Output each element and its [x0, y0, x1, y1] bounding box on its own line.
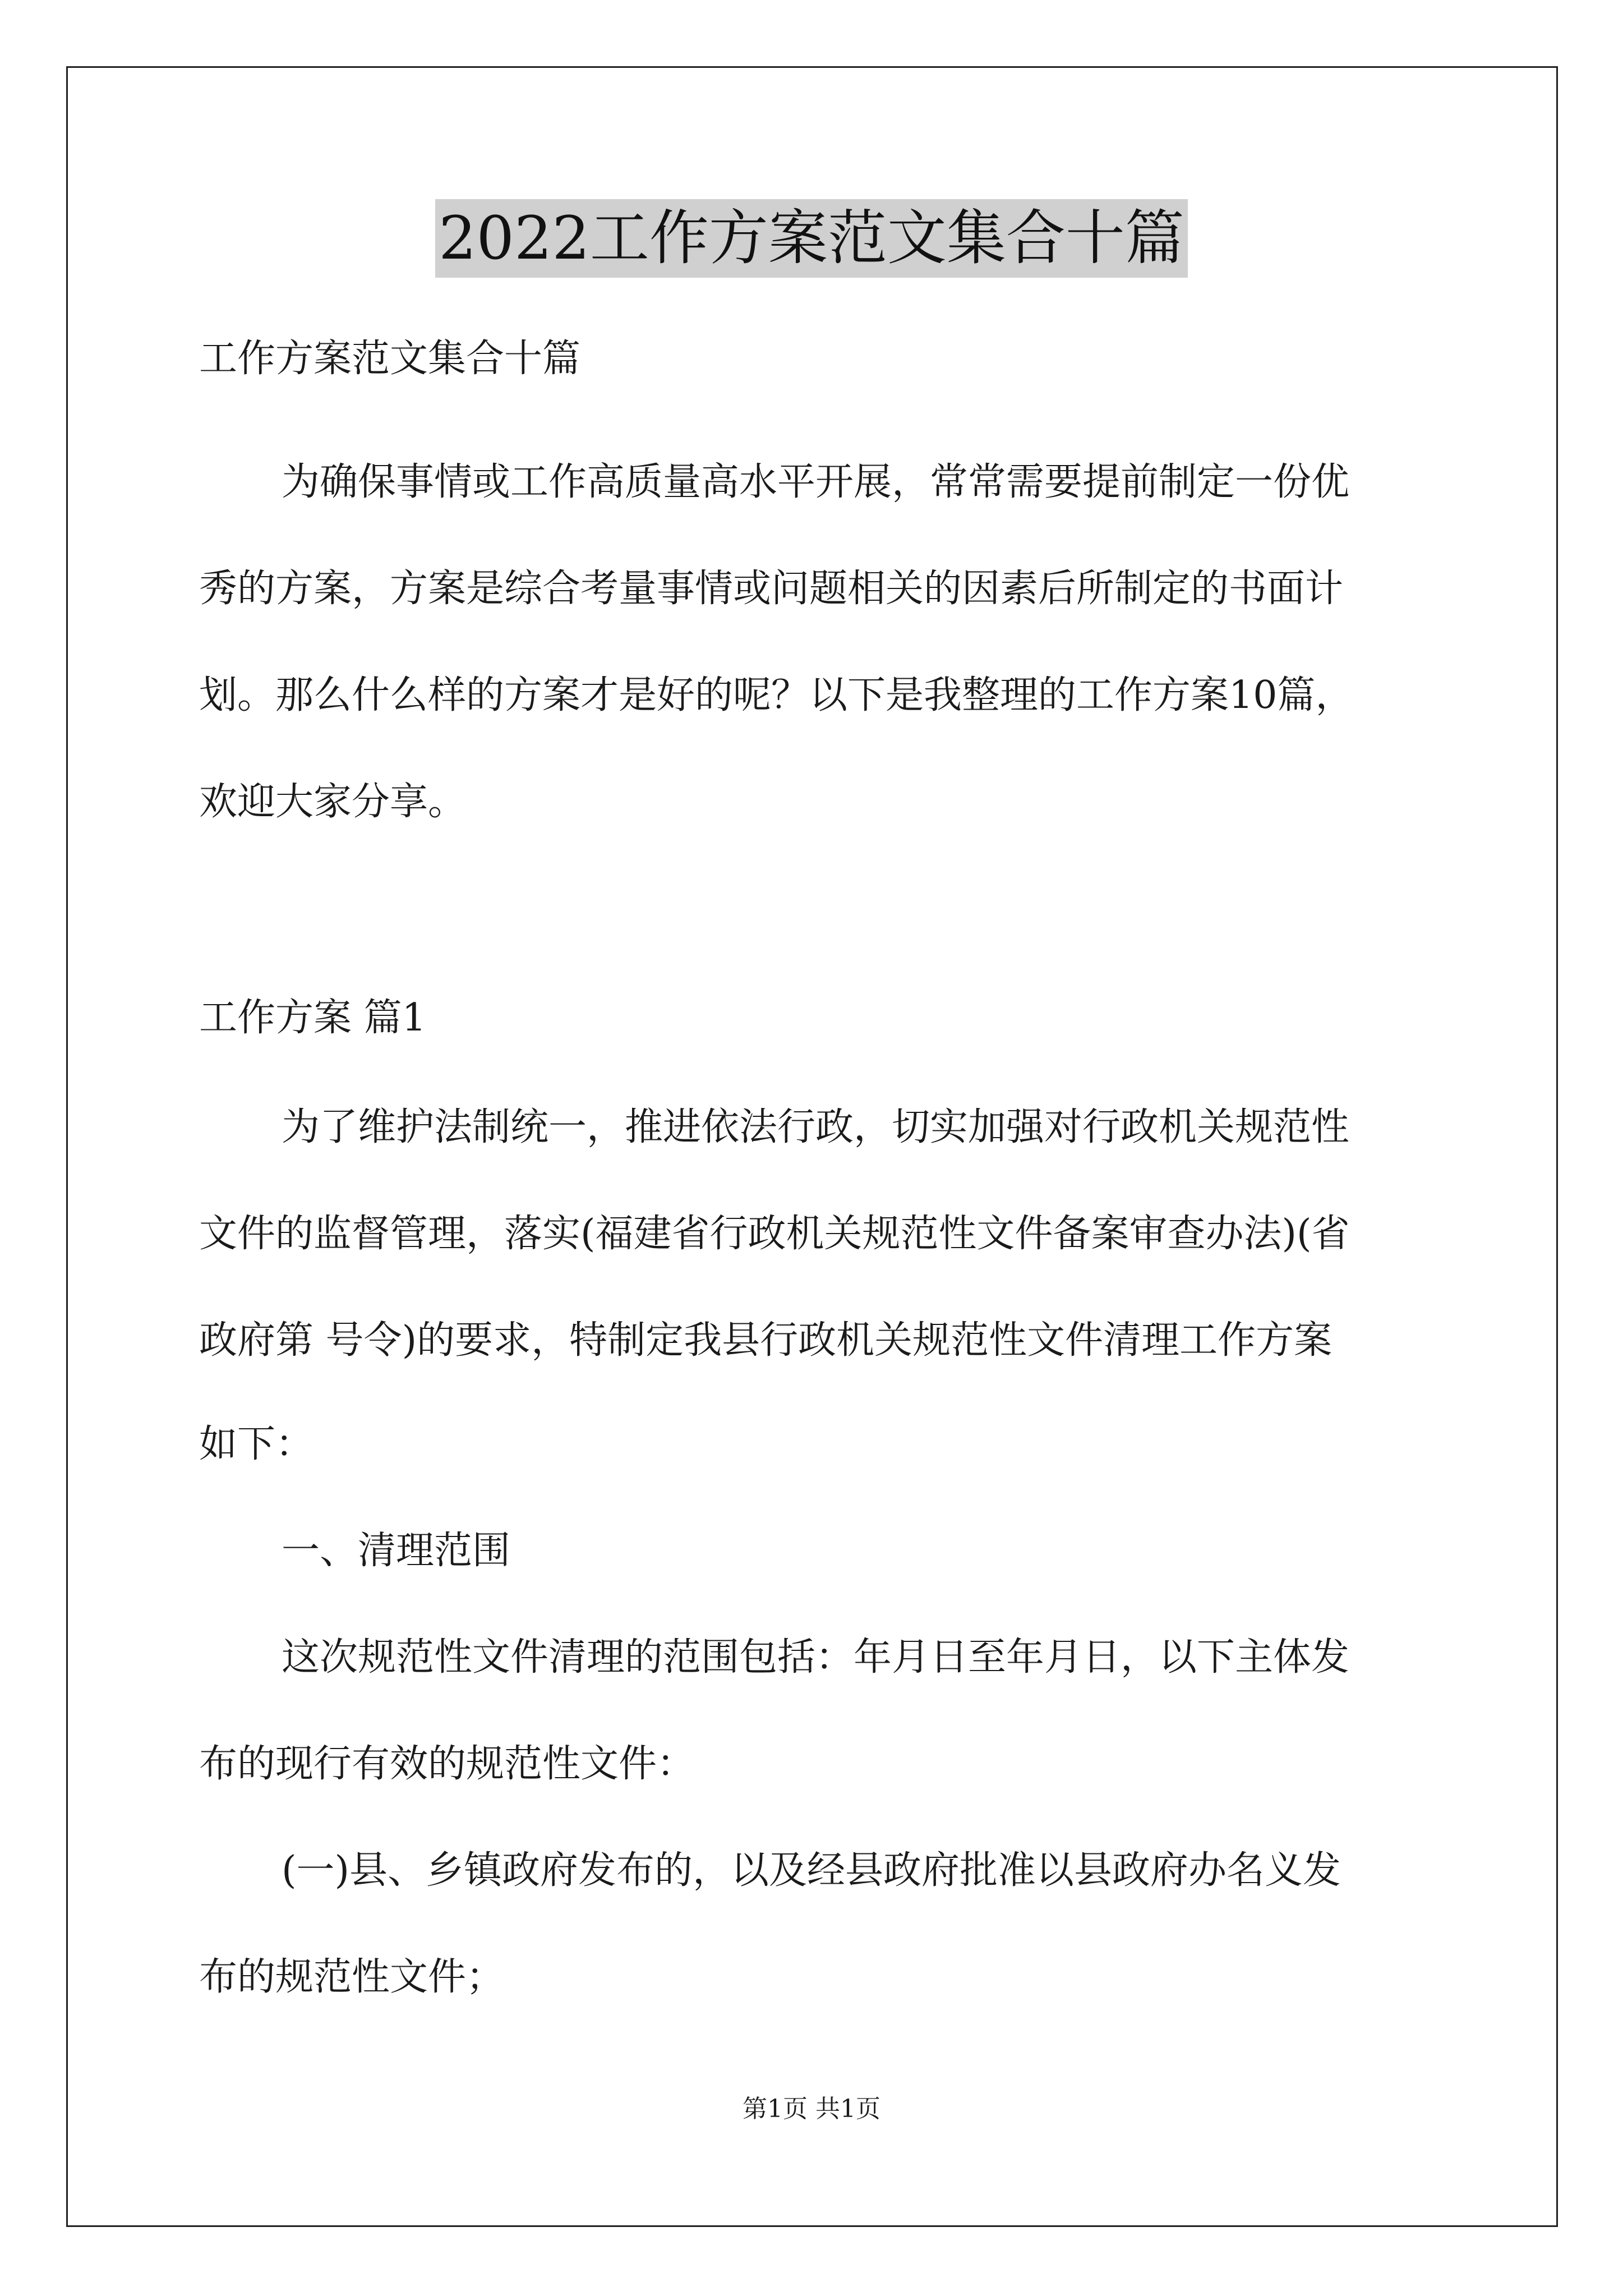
paragraph-line: 布的现行有效的规范性文件： — [199, 1742, 695, 1786]
paragraph-line: 这次规范性文件清理的范围包括：年月日至年月日，以下主体发 — [282, 1635, 1350, 1680]
paragraph-line: 政府第 号令)的要求，特制定我县行政机关规范性文件清理工作方案 — [199, 1318, 1332, 1363]
subsection-heading: 一、清理范围 — [282, 1529, 511, 1573]
paragraph-line: 秀的方案，方案是综合考量事情或问题相关的因素后所制定的书面计 — [199, 567, 1344, 611]
section-heading: 工作方案 篇1 — [199, 996, 426, 1040]
paragraph-line: 划。那么什么样的方案才是好的呢？以下是我整理的工作方案10篇， — [199, 673, 1354, 717]
paragraph-line: 如下： — [199, 1422, 314, 1466]
paragraph-line: 文件的监督管理，落实(福建省行政机关规范性文件备案审查办法)(省 — [199, 1212, 1350, 1256]
paragraph-line: 布的规范性文件； — [199, 1955, 505, 1999]
paragraph-line: 为了维护法制统一，推进依法行政，切实加强对行政机关规范性 — [282, 1105, 1350, 1149]
paragraph-line: 欢迎大家分享。 — [199, 780, 467, 824]
paragraph-line: 为确保事情或工作高质量高水平开展，常常需要提前制定一份优 — [282, 460, 1350, 504]
document-title: 2022工作方案范文集合十篇 — [435, 199, 1188, 278]
paragraph-line: (一)县、乡镇政府发布的，以及经县政府批准以县政府办名义发 — [282, 1848, 1341, 1893]
page-footer: 第1页 共1页 — [743, 2095, 880, 2123]
subtitle-line: 工作方案范文集合十篇 — [199, 337, 581, 381]
title-container — [0, 199, 1623, 278]
